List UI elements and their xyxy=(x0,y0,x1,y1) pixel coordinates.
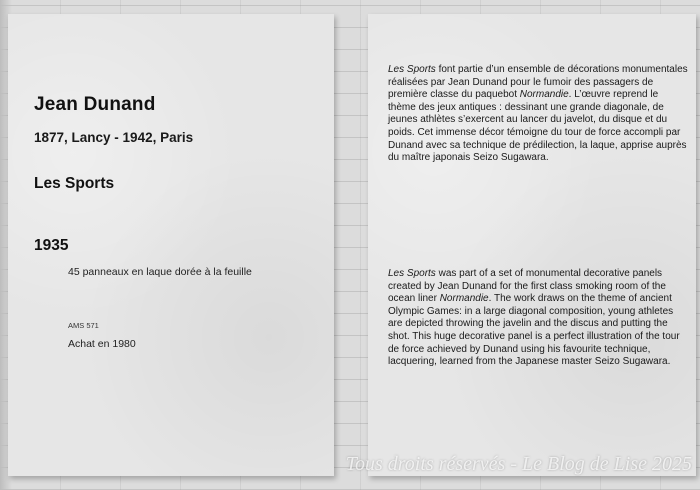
french-text-part2: . L’œuvre reprend le thème des jeux antiques : dessinant une grande diagonale, de jeunes athlètes s’exercent au lancer du javelot, du disque et du poids. Cet immense décor témoigne du tour de force accompli par Dunand avec sa technique de prédilection, la laque, apprise auprès du maître japonais Seizo Sugawara. xyxy=(388,89,687,164)
english-text-part1: was part of a set of monumental decorative panels created by Jean Dunand for the first class smoking room of the ocean liner xyxy=(388,268,666,305)
artist-name: Jean Dunand xyxy=(34,94,156,115)
inventory-number: AMS 571 xyxy=(68,321,99,330)
english-title-italic: Les Sports xyxy=(388,268,436,279)
english-description xyxy=(388,268,688,369)
work-medium: 45 panneaux en laque dorée à la feuille xyxy=(68,266,252,278)
watermark: Tous droits réservés - Le Blog de Lise 2025 xyxy=(345,453,692,475)
english-ship-italic: Normandie xyxy=(439,293,489,305)
work-year: 1935 xyxy=(34,237,69,254)
work-title: Les Sports xyxy=(34,175,115,192)
french-title-italic: Les Sports xyxy=(388,64,436,75)
english-text-part2: . The work draws on the theme of ancient Olympic Games: in a large diagonal composition, young athletes are depicted throwing the javelin and the discus and putting the shot. This huge decorative panel is a perfect illustration of the tour de force achieved by Dunand using his favourite technique, lacquering, learned from the Japanese master Seizo Sugawara. xyxy=(388,293,680,368)
artist-dates: 1877, Lancy - 1942, Paris xyxy=(34,130,194,145)
french-ship-italic: Normandie xyxy=(519,89,569,101)
acquisition-note: Achat en 1980 xyxy=(68,338,136,350)
french-description xyxy=(388,64,688,165)
french-text-part1: font partie d’un ensemble de décorations monumentales réalisées par Jean Dunand pour le fumoir des passagers de première classe du paquebot xyxy=(388,64,688,101)
